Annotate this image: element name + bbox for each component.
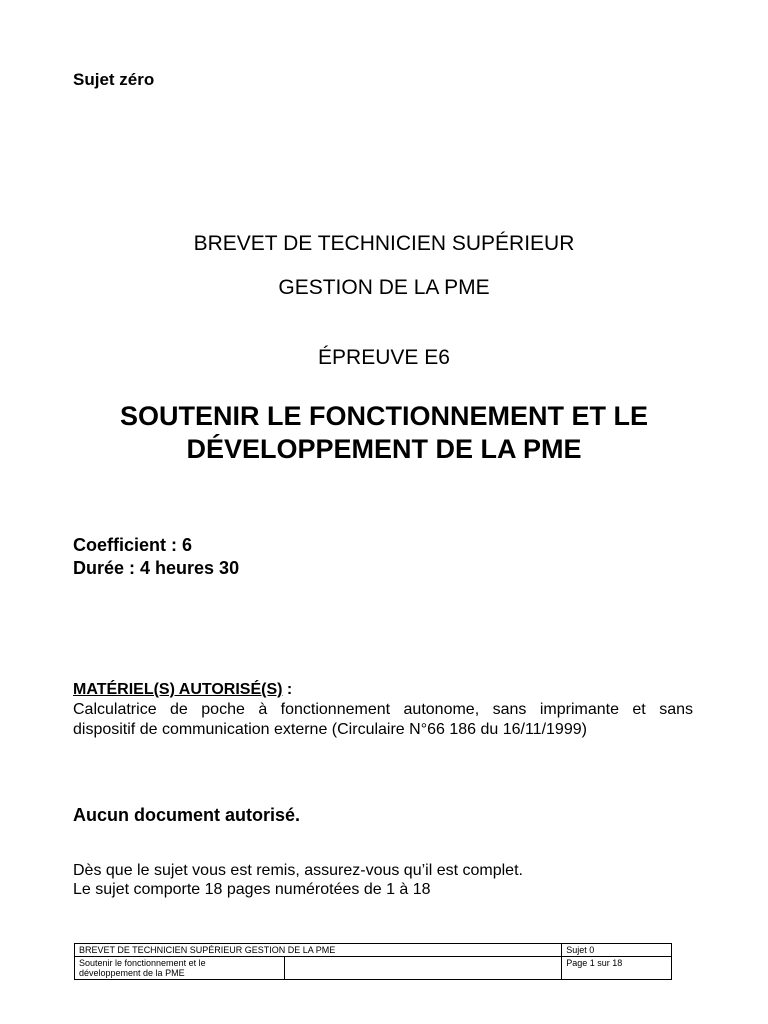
subject-label: Sujet zéro: [73, 70, 155, 89]
footer-exam-name: BREVET DE TECHNICIEN SUPÉRIEUR GESTION DE LA PME: [75, 944, 562, 957]
footer-row-2: [75, 957, 672, 980]
footer-page-number: Page 1 sur 18: [562, 957, 672, 980]
materials-heading-colon: :: [282, 681, 293, 698]
coefficient: Coefficient : 6: [73, 535, 193, 555]
footer-empty-cell: [285, 957, 562, 980]
instructions: [73, 861, 523, 899]
footer-subject: Sujet 0: [562, 944, 672, 957]
footer-table: [74, 943, 672, 980]
instruction-line2: Le sujet comporte 18 pages numérotées de 1 à 18: [73, 881, 431, 898]
footer-row-1: [75, 944, 672, 957]
materials-text-line2: dispositif de communication externe (Circulaire N°66 186 du 16/11/1999): [73, 721, 587, 738]
duration: Durée : 4 heures 30: [73, 558, 240, 578]
exam-code: ÉPREUVE E6: [318, 346, 450, 369]
diploma-title: BREVET DE TECHNICIEN SUPÉRIEUR: [193, 232, 575, 255]
materials-heading-text: MATÉRIEL(S) AUTORISÉ(S): [73, 681, 283, 698]
materials-heading: [73, 680, 693, 700]
footer-exam-title-line1: Soutenir le fonctionnement et le: [79, 958, 206, 968]
no-document-notice: Aucun document autorisé.: [73, 805, 301, 825]
authorized-materials: [73, 680, 693, 740]
exam-info: [73, 534, 239, 580]
exam-main-title-line2: DÉVELOPPEMENT DE LA PME: [186, 434, 582, 464]
instruction-line1: Dès que le sujet vous est remis, assurez-vous qu’il est complet.: [73, 862, 523, 879]
exam-main-title-line1: SOUTENIR LE FONCTIONNEMENT ET LE: [119, 401, 648, 431]
materials-text-line1: Calculatrice de poche à fonctionnement autonome, sans imprimante et sans: [73, 701, 693, 718]
footer-exam-title-line2: développement de la PME: [79, 968, 185, 978]
exam-main-title: [60, 400, 708, 466]
materials-text: [73, 700, 693, 740]
footer-exam-title: [75, 957, 285, 980]
specialty-title: GESTION DE LA PME: [278, 276, 490, 299]
